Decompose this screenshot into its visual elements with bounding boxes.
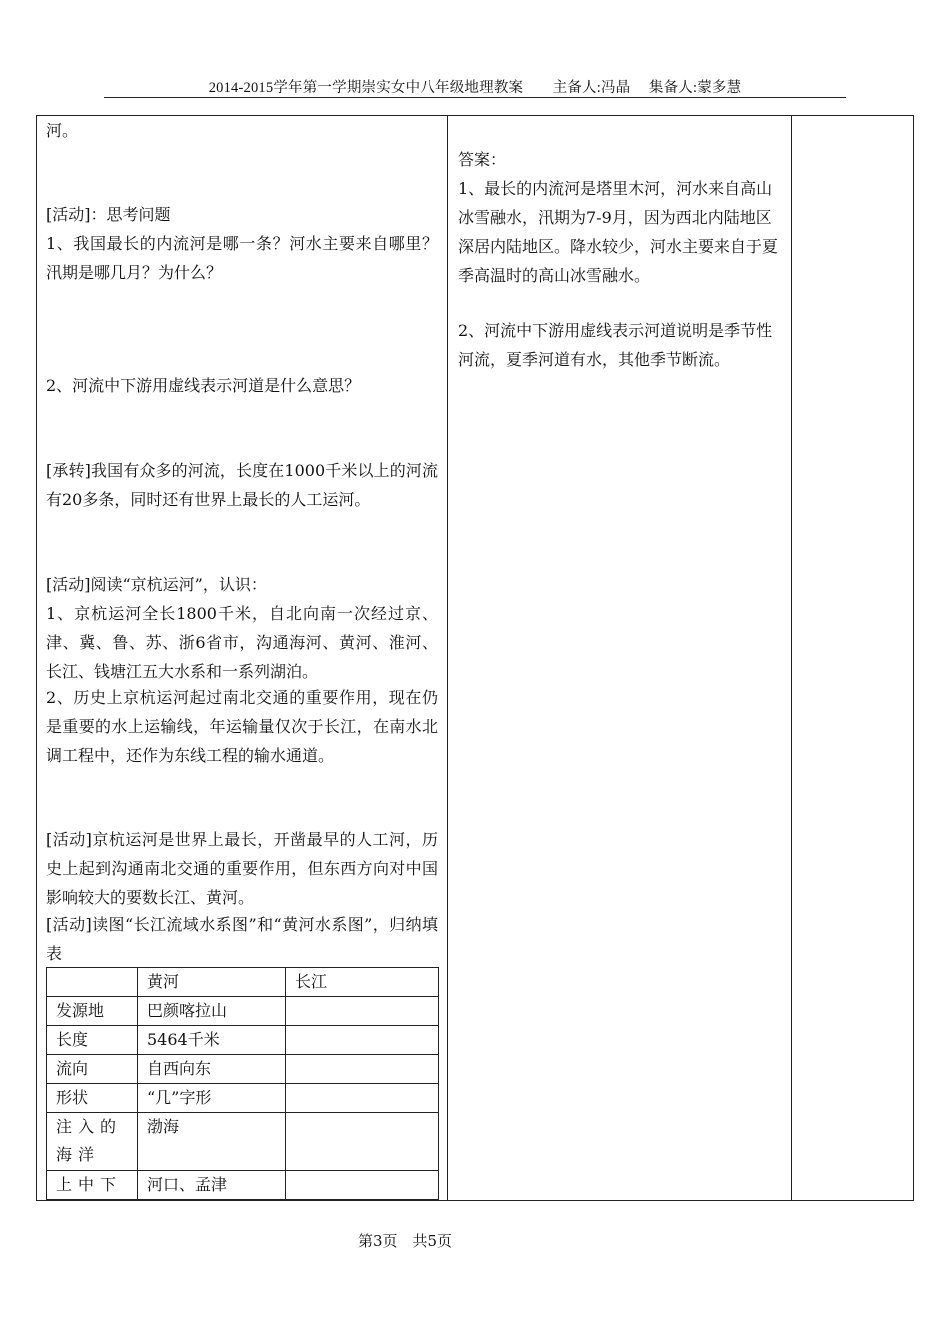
column-divider-2	[791, 115, 792, 1201]
table-row	[47, 1084, 439, 1113]
changjiang-cell	[286, 997, 439, 1026]
huanghe-cell: 河口、孟津	[138, 1171, 286, 1200]
page-footer: 第3页 共5页	[357, 1232, 453, 1250]
huanghe-cell: 5464千米	[138, 1026, 286, 1055]
canal-point-2: 2、历史上京杭运河起过南北交通的重要作用，现在仍是重要的水上运输线，年运输量仅次于长江，在南水北调工程中，还作为东线工程的输水通道。	[46, 688, 438, 765]
table-row	[47, 997, 439, 1026]
row-label: 长度	[47, 1026, 138, 1055]
header-rule	[104, 97, 846, 98]
row-label: 流向	[47, 1055, 138, 1084]
huanghe-cell: 巴颜喀拉山	[138, 997, 286, 1026]
activity-read-map: [活动]读图“长江流域水系图”和“黄河水系图”，归纳填表	[46, 915, 438, 963]
changjiang-cell	[286, 1113, 439, 1171]
page-header: 2014-2015学年第一学期崇实女中八年级地理教案 主备人:冯晶 集备人:蒙多慧	[208, 80, 742, 96]
canal-point-1: 1、京杭运河全长1800千米，自北向南一次经过京、津、冀、鲁、苏、浙6省市，沟通海河、黄河、淮河、长江、钱塘江五大水系和一系列湖泊。	[46, 604, 438, 681]
changjiang-cell	[286, 1171, 439, 1200]
activity-think-title: [活动]：思考问题	[46, 205, 171, 224]
river-comparison-table	[46, 967, 439, 1200]
activity-canal-summary: [活动]京杭运河是世界上最长，开凿最早的人工河，历史上起到沟通南北交通的重要作用，但东西方向对中国影响较大的要数长江、黄河。	[46, 830, 438, 907]
changjiang-cell	[286, 1026, 439, 1055]
row-label: 上中下	[47, 1171, 138, 1200]
text-continuation: 河。	[46, 121, 79, 140]
table-header-cell	[47, 968, 138, 997]
table-header-row	[47, 968, 439, 997]
changjiang-cell	[286, 1084, 439, 1113]
column-divider-1	[447, 115, 448, 1201]
row-label: 注入的海洋	[47, 1113, 138, 1171]
activity-canal-title: [活动]阅读“京杭运河”，认识：	[46, 575, 267, 594]
table-row	[47, 1055, 439, 1084]
answer-2: 2、河流中下游用虚线表示河道说明是季节性河流，夏季河道有水，其他季节断流。	[458, 321, 773, 369]
transition-paragraph: [承转]我国有众多的河流，长度在1000千米以上的河流有20多条，同时还有世界上最长的人工运河。	[46, 461, 438, 509]
table-row	[47, 1171, 439, 1200]
question-1: 1、我国最长的内流河是哪一条？河水主要来自哪里？汛期是哪几月？为什么？	[46, 234, 438, 282]
answer-title: 答案：	[458, 150, 507, 169]
row-label: 发源地	[47, 997, 138, 1026]
changjiang-cell	[286, 1055, 439, 1084]
huanghe-cell: 渤海	[138, 1113, 286, 1171]
answer-1: 1、最长的内流河是塔里木河，河水来自高山冰雪融水，汛期为7-9月，因为西北内陆地区深居内陆地区。降水较少，河水主要来自于夏季高温时的高山冰雪融水。	[458, 179, 779, 285]
table-header-cell: 黄河	[138, 968, 286, 997]
row-label: 形状	[47, 1084, 138, 1113]
huanghe-cell: “几”字形	[138, 1084, 286, 1113]
table-row	[47, 1113, 439, 1171]
question-2: 2、河流中下游用虚线表示河道是什么意思？	[46, 376, 361, 395]
huanghe-cell: 自西向东	[138, 1055, 286, 1084]
table-header-cell: 长江	[286, 968, 439, 997]
table-row	[47, 1026, 439, 1055]
